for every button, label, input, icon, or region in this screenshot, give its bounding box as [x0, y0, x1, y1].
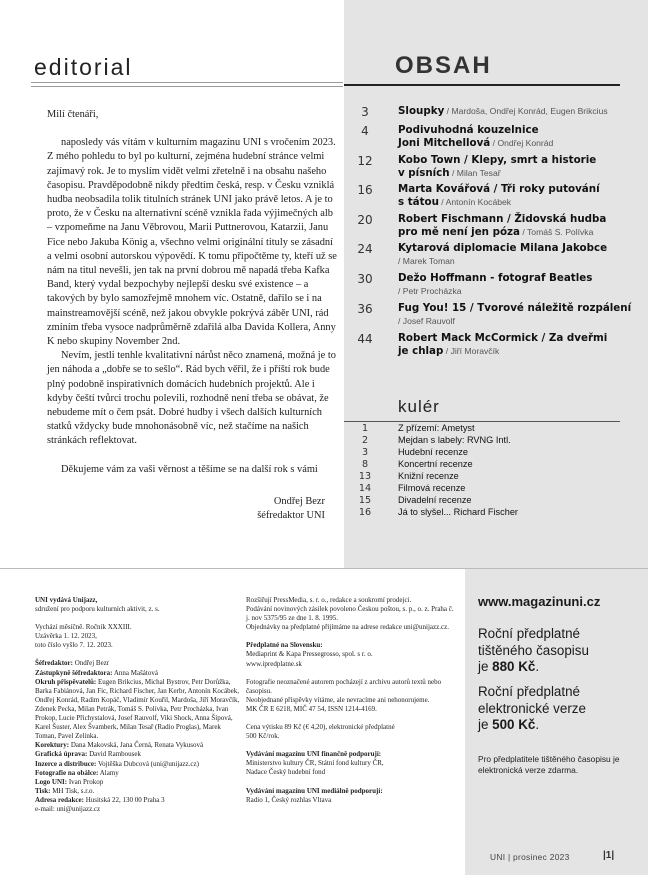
- toc-title: Fug You! 15 / Tvorové náležitě rozpálení / Josef Rauvolf: [398, 302, 632, 327]
- editorial-rule-2: [31, 86, 343, 87]
- kuler-item[interactable]: [344, 447, 644, 459]
- toc-page: 20: [357, 213, 373, 227]
- toc-page: 44: [357, 332, 373, 346]
- toc-page: 12: [357, 154, 373, 168]
- editorial-paragraph: Nevím, jestli tenhle kvalitativní nárůst něco znamená, možná je to jen náhoda a „dobře se to sešlo“. Rád bych věřil, že i příští rok bude plný podobně inspirativních domácích hudebních projektů. Ale i kdyby čeští tvůrci trochu polevili, rozhodně není třeba se obávat, že nebudeme mít o čem psát. Dobré hudby i všech dalších kulturních statků vždycky bude mnohonásobně víc, než stačíme na našich stránkách reflektovat.: [47, 350, 336, 447]
- kuler-text: Z přízemí: Ametyst: [398, 423, 475, 433]
- kuler-text: Hudební recenze: [398, 447, 468, 457]
- kuler-page: 14: [358, 483, 372, 494]
- promo-electronic-subscription: Roční předplatné elektronické verze je 500 Kč.: [478, 684, 586, 732]
- toc-title: Dežo Hoffmann - fotograf Beatles / Petr Procházka: [398, 272, 593, 297]
- editorial-author: Ondřej Bezr: [273, 495, 325, 507]
- editorial-greeting: Milí čtenáři,: [47, 109, 99, 120]
- kuler-item[interactable]: [344, 507, 644, 519]
- website-link[interactable]: www.magazinuni.cz: [478, 594, 601, 609]
- editorial-rule: [31, 82, 343, 83]
- editorial-title: editorial: [34, 54, 133, 80]
- promo-note: Pro předplatitele tištěného časopisu je elektronická verze zdarma.: [478, 754, 620, 775]
- editorial-body: [47, 108, 337, 523]
- editorial-role: šéfredaktor UNI: [257, 510, 325, 522]
- toc-title: Sloupky / Mardoša, Ondřej Konrád, Eugen Brikcius: [398, 105, 608, 117]
- imprint-col-1: UNI vydává Unijazz, sdružení pro podporu kulturních aktivit, z. s. Vychází měsíčně. Ročník XXXIII. Uzávěrka 1. 12. 2023, toto číslo vyšlo 7. 12. 2023. Šéfredaktor: Ondřej Bezr Zástupkyně šéfredaktora: Anna Mašátová Okruh přispěvatelů: Eugen Brikcius, Michal Bystrov, Petr Dorůžka, Barka Fabiánová, Jan Fic, Richard Fischer, Jan Kerbr, Antonín Kocábek, Ondřej Konrád, Radim Kopáč, Vladimír Kouřil, Mardoša, Jiří Moravčík, Zdenek Pecka, Milan Petrák, Tomáš S. Polívka, Petr Procházka, Ivan Prokop, Lucie Přichystalová, Josef Rauvolf, Viki Shock, Anna Šípová, Karel Šuster, Alex Švamberk, Milan Tesař (Radio Proglas), Marek Toman, Pavel Zelinka. Korektury: Dana Makovská, Jana Černá, Renata Vykusová Grafická úprava: David Rambousek Inzerce a distribuce: Vojtěška Dubcová (uni@unijazz.cz) Fotografie na obálce: Alamy Logo UNI: Ivan Prokop Tisk: MH Tisk, s.r.o. Adresa redakce: Husitská 22, 130 00 Praha 3 e-mail: uni@unijazz.cz: [35, 596, 240, 813]
- kuler-page: 2: [361, 435, 369, 446]
- kuler-page: 16: [358, 507, 372, 518]
- contents-rule: [344, 84, 620, 86]
- promo-print-subscription: Roční předplatné tištěného časopisu je 880 Kč.: [478, 626, 589, 674]
- kuler-page: 13: [358, 471, 372, 482]
- contents-title: OBSAH: [395, 52, 492, 79]
- kuler-text: Já to slyšel... Richard Fischer: [398, 507, 518, 517]
- imprint-col-2: Rozšiřují PressMedia, s. r. o., redakce a soukromí prodejci. Podávání novinových zásilek povoleno Českou poštou, s. p., o. z. Praha č. j. nov 5375/95 ze dne 1. 8. 1995. Objednávky na předplatné přijímáme na adrese redakce uni@unijazz.cz. Předplatné na Slovensku: Mediaprint & Kapa Pressegrosso, spol. s r. o. www.ipredplatne.sk Fotografie neoznačené autorem pocházejí z archivu autorů textů nebo časopisu. Neobjednané příspěvky vítáme, ale nevracíme ani nehonorujeme. MK ČR E 6218, MIČ 47 54, ISSN 1214-4169. Cena výtisku 89 Kč (€ 4,20), elektronické předplatné 500 Kč/rok. Vydávání magazínu UNI finančně podporují: Ministerstvo kultury ČR, Státní fond kultury ČR, Nadace Český hudební fond Vydávání magazínu UNI mediálně podporují: Radio 1, Český rozhlas Vltava: [246, 596, 454, 804]
- toc-page: 30: [357, 272, 373, 286]
- kuler-item[interactable]: [344, 483, 644, 495]
- editorial-paragraph: naposledy vás vítám v kulturním magazínu UNI s vročením 2023. Z mého pohledu to byl po kulturní, zejména hudební stránce velmi zajímavý rok. Je to myslím vidět velmi zřetelně i na obsahu našeho časopisu. Pravděpodobně nikdy předtím česká, resp. v Česku vzniklá hudba neobsadila tolik titulních stránek UNI jako právě letos. A je to proto, že v Česku na alternativní scéně vznikla řada výjimečných alb – vzpomeňme na Janu Věbrovou, Marii Puttnerovou, Katarzii, Janu Fice nebo Jakuba König a, všechno velmi originální tituly se zásadní a velmi osobní autorskou výpovědí. K tomu připočtěme ty, kteří už se nám na titul nevešli, jen tak na první dobrou mě napadá třeba Kafka Band, který vydal bezpochyby nejlepší desku své existence – a takových by bylo samozřejmě mnohem víc. Ostatně, dařilo se i na mainstreamovější scéně, než jakou obvykle pokrývá záběr UNI, rád zmíním třeba vysoce nadprůměrně zdařilá alba Davida Kollera, Anny K nebo skupiny November 2nd.: [47, 137, 337, 348]
- kuler-text: Filmová recenze: [398, 483, 466, 493]
- toc-page: 36: [357, 302, 373, 316]
- kuler-page: 15: [358, 495, 372, 506]
- toc-page: 4: [361, 124, 369, 138]
- kuler-title: kulér: [398, 397, 440, 416]
- kuler-item[interactable]: [344, 495, 644, 507]
- toc-title: Kobo Town / Klepy, smrt a historie v písních / Milan Tesař: [398, 154, 597, 180]
- kuler-text: Knižní recenze: [398, 471, 459, 481]
- toc-title: Podivuhodná kouzelnice Joni Mitchellová / Ondřej Konrád: [398, 124, 554, 150]
- kuler-page: 1: [361, 423, 369, 434]
- footer-issue: UNI | prosinec 2023: [490, 852, 570, 862]
- editorial-signoff: Děkujeme vám za vaši věrnost a těšíme se na další rok s vámi: [61, 463, 318, 475]
- kuler-text: Mejdan s labely: RVNG Intl.: [398, 435, 511, 445]
- toc-title: Robert Fischmann / Židovská hudba pro mě není jen póza / Tomáš S. Polívka: [398, 213, 607, 239]
- editorial-signature: [47, 495, 337, 523]
- toc-title: Kytarová diplomacie Milana Jakobce / Marek Toman: [398, 242, 608, 267]
- kuler-item[interactable]: [344, 471, 644, 483]
- kuler-text: Divadelní recenze: [398, 495, 472, 505]
- kuler-item[interactable]: [344, 423, 644, 435]
- kuler-page: 8: [361, 459, 369, 470]
- page-number: |1|: [603, 850, 615, 861]
- kuler-rule: [344, 421, 620, 422]
- toc-page: 16: [357, 183, 373, 197]
- kuler-page: 3: [361, 447, 369, 458]
- kuler-item[interactable]: [344, 459, 644, 471]
- kuler-item[interactable]: [344, 435, 644, 447]
- toc-page: 3: [361, 105, 369, 119]
- toc-page: 24: [357, 242, 373, 256]
- toc-title: Robert Mack McCormick / Za dveřmi je chlap / Jiří Moravčík: [398, 332, 608, 358]
- kuler-text: Koncertní recenze: [398, 459, 473, 469]
- toc-title: Marta Kovářová / Tři roky putování s tátou / Antonín Kocábek: [398, 183, 600, 209]
